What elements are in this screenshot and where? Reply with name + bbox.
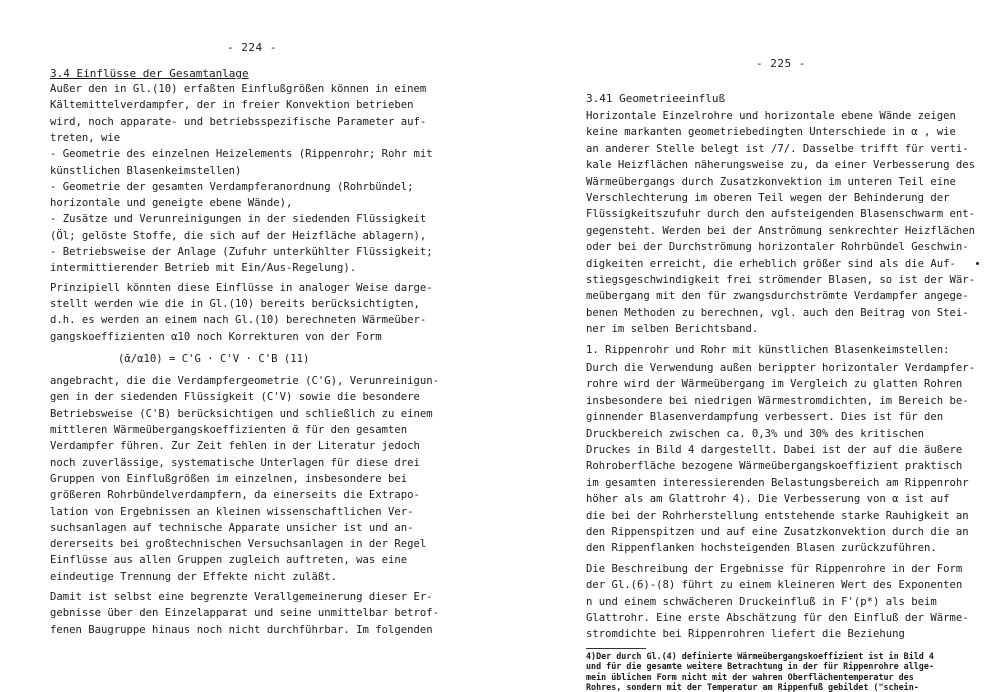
text-line: eindeutige Trennung der Effekte nicht zuläßt. <box>50 571 338 583</box>
text-line: gen in der siedenden Flüssigkeit (C'V) sowie die besondere <box>50 391 420 403</box>
text-line: oder bei der Durchströmung horizontaler Rohrbündel Geschwin- <box>586 241 969 253</box>
text-line: die bei der Rohrherstellung entstehende starke Rauhigkeit an <box>586 510 969 522</box>
text-line: stellt werden wie die in Gl.(10) bereits berücksichtigten, <box>50 298 420 310</box>
text-line: Durch die Verwendung außen berippter horizontaler Verdampfer- <box>586 362 976 374</box>
footnote-line: mein üblichen Form nicht mit der wahren Oberflächentemperatur des <box>586 672 914 682</box>
page-number: - 224 - <box>227 41 277 54</box>
text-line: digkeiten erreicht, die erheblich größer sind als die Auf- <box>586 258 956 270</box>
text-line: d.h. es werden an einem nach Gl.(10) berechneten Wärmeüber- <box>50 314 427 326</box>
text-line: n und einem schwächeren Druckeinfluß in F'(p*) als beim <box>586 596 937 608</box>
text-line: Damit ist selbst eine begrenzte Verallgemeinerung dieser Er- <box>50 591 433 603</box>
subsection-heading: 1. Rippenrohr und Rohr mit künstlichen Blasenkeimstellen: <box>586 344 950 356</box>
left-page <box>0 0 500 678</box>
section-heading: 3.41 Geometrieeinfluß <box>586 92 726 105</box>
text-line: künstlichen Blasenkeimstellen) <box>50 165 242 177</box>
text-line: meübergang mit den für zwangsdurchströmte Verdampfer angege- <box>586 290 969 302</box>
text-line: Betriebsweise (C'B) berücksichtigen und schließlich zu einem <box>50 408 433 420</box>
text-line: noch zuverlässige, systematische Unterlagen für diese drei <box>50 457 420 469</box>
text-line: größeren Rohrbündelverdampfern, da einerseits die Extrapo- <box>50 489 420 501</box>
text-line: Gruppen von Einflußgrößen im einzelnen, insbesondere bei <box>50 473 408 485</box>
text-line: dererseits bei großtechnischen Versuchsanlagen in der Regel <box>50 538 427 550</box>
text-line: gegensteht. Werden bei der Anströmung senkrechter Heizflächen <box>586 225 976 237</box>
text-line: angebracht, die die Verdampfergeometrie (C'G), Verunreinigun- <box>50 375 440 387</box>
text-line: ginnender Blasenverdampfung verbessert. Dies ist für den <box>586 411 944 423</box>
text-line: den Rippenspitzen und auf eine Zusatzkonvektion durch die an <box>586 526 969 538</box>
text-line: Die Beschreibung der Ergebnisse für Rippenrohre in der Form <box>586 563 963 575</box>
text-line: kale Heizflächen näherungsweise zu, da einer Verbesserung des <box>586 159 976 171</box>
text-line: Glattrohr. Eine erste Abschätzung für den Einfluß der Wärme- <box>586 612 969 624</box>
text-line: ner im selben Berichtsband. <box>586 323 759 335</box>
text-line: - Betriebsweise der Anlage (Zufuhr unterkühlter Flüssigkeit; <box>50 246 433 258</box>
text-line: treten, wie <box>50 132 121 144</box>
text-line: an anderer Stelle belegt ist /7/. Dasselbe trifft für verti- <box>586 143 969 155</box>
scan-speck <box>976 262 979 265</box>
text-line: - Geometrie der gesamten Verdampferanordnung (Rohrbündel; <box>50 181 414 193</box>
text-line: wird, noch apparate- und betriebsspezifische Parameter auf- <box>50 116 427 128</box>
text-line: lation von Ergebnissen an kleinen wissenschaftlichen Ver- <box>50 506 414 518</box>
footnote-line: 4)Der durch Gl.(4) definierte Wärmeübergangskoeffizient ist in Bild 4 <box>586 651 934 661</box>
text-line: Außer den in Gl.(10) erfaßten Einflußgrößen können in einem <box>50 83 427 95</box>
text-line: mittleren Wärmeübergangskoeffizienten ᾱ für den gesamten <box>50 424 408 436</box>
footnote-line: und für die gesamte weitere Betrachtung in der für Rippenrohre allge- <box>586 661 934 671</box>
equation-11: (ᾱ/α10) = C'G · C'V · C'B (11) <box>118 353 310 365</box>
text-line: Kältemittelverdampfer, der in freier Konvektion betrieben <box>50 99 414 111</box>
text-line: stromdichte bei Rippenrohren liefert die Beziehung <box>586 628 905 640</box>
text-line: gebnisse über den Einzelapparat und seine unmittelbar betrof- <box>50 607 440 619</box>
text-line: Flüssigkeitszufuhr durch den aufsteigenden Blasenschwarm ent- <box>586 208 976 220</box>
text-line: - Geometrie des einzelnen Heizelements (Rippenrohr; Rohr mit <box>50 148 433 160</box>
text-line: (Öl; gelöste Stoffe, die sich auf der Heizfläche ablagern), <box>50 230 427 242</box>
section-heading: 3.4 Einflüsse der Gesamtanlage <box>50 67 249 80</box>
text-line: keine markanten geometriebedingten Unterschiede in α , wie <box>586 126 956 138</box>
right-page <box>500 0 1000 678</box>
text-line: intermittierender Betrieb mit Ein/Aus-Regelung). <box>50 262 357 274</box>
text-line: gangskoeffizienten α10 noch Korrekturen von der Form <box>50 331 382 343</box>
text-line: der Gl.(6)-(8) führt zu einem kleineren Wert des Exponenten <box>586 579 963 591</box>
text-line: den Rippenflanken hochsteigenden Blasen zurückzuführen. <box>586 542 937 554</box>
text-line: rohre wird der Wärmeübergang im Vergleich zu glatten Rohren <box>586 378 963 390</box>
text-line: suchsanlagen auf technische Apparate unsicher ist und an- <box>50 522 414 534</box>
text-line: Prinzipiell könnten diese Einflüsse in analoger Weise darge- <box>50 282 433 294</box>
text-line: stiegsgeschwindigkeit frei strömender Blasen, so ist der Wär- <box>586 274 976 286</box>
text-line: Druckbereich zwischen ca. 0,3% und 30% des kritischen <box>586 428 925 440</box>
text-line: Druckes in Bild 4 dargestellt. Dabei ist der auf die äußere <box>586 444 963 456</box>
text-line: benen Methoden zu berechnen, vgl. auch den Beitrag von Stei- <box>586 307 969 319</box>
footnote-separator <box>586 648 646 649</box>
text-line: Rohroberfläche bezogene Wärmeübergangskoeffizient praktisch <box>586 460 963 472</box>
text-line: horizontale und geneigte ebene Wände), <box>50 197 293 209</box>
text-line: insbesondere bei niedrigen Wärmestromdichten, im Bereich be- <box>586 395 969 407</box>
text-line: Wärmeübergangs durch Zusatzkonvektion im unteren Teil eine <box>586 176 956 188</box>
text-line: Verdampfer führen. Zur Zeit fehlen in der Literatur jedoch <box>50 440 420 452</box>
text-line: Einflüsse aus allen Gruppen zugleich auftreten, was eine <box>50 554 408 566</box>
page-number: - 225 - <box>756 57 806 70</box>
text-line: Horizontale Einzelrohre und horizontale ebene Wände zeigen <box>586 110 956 122</box>
footnote-line: Rohres, sondern mit der Temperatur am Rippenfuß gebildet ("schein- <box>586 682 919 692</box>
text-line: Verschlechterung im oberen Teil wegen der Behinderung der <box>586 192 950 204</box>
text-line: - Zusätze und Verunreinigungen in der siedenden Flüssigkeit <box>50 213 427 225</box>
text-line: fenen Baugruppe hinaus noch nicht durchführbar. Im folgenden <box>50 624 433 636</box>
text-line: im gesamten interessierenden Belastungsbereich am Rippenrohr <box>586 477 969 489</box>
text-line: höher als am Glattrohr 4). Die Verbesserung von α ist auf <box>586 493 950 505</box>
